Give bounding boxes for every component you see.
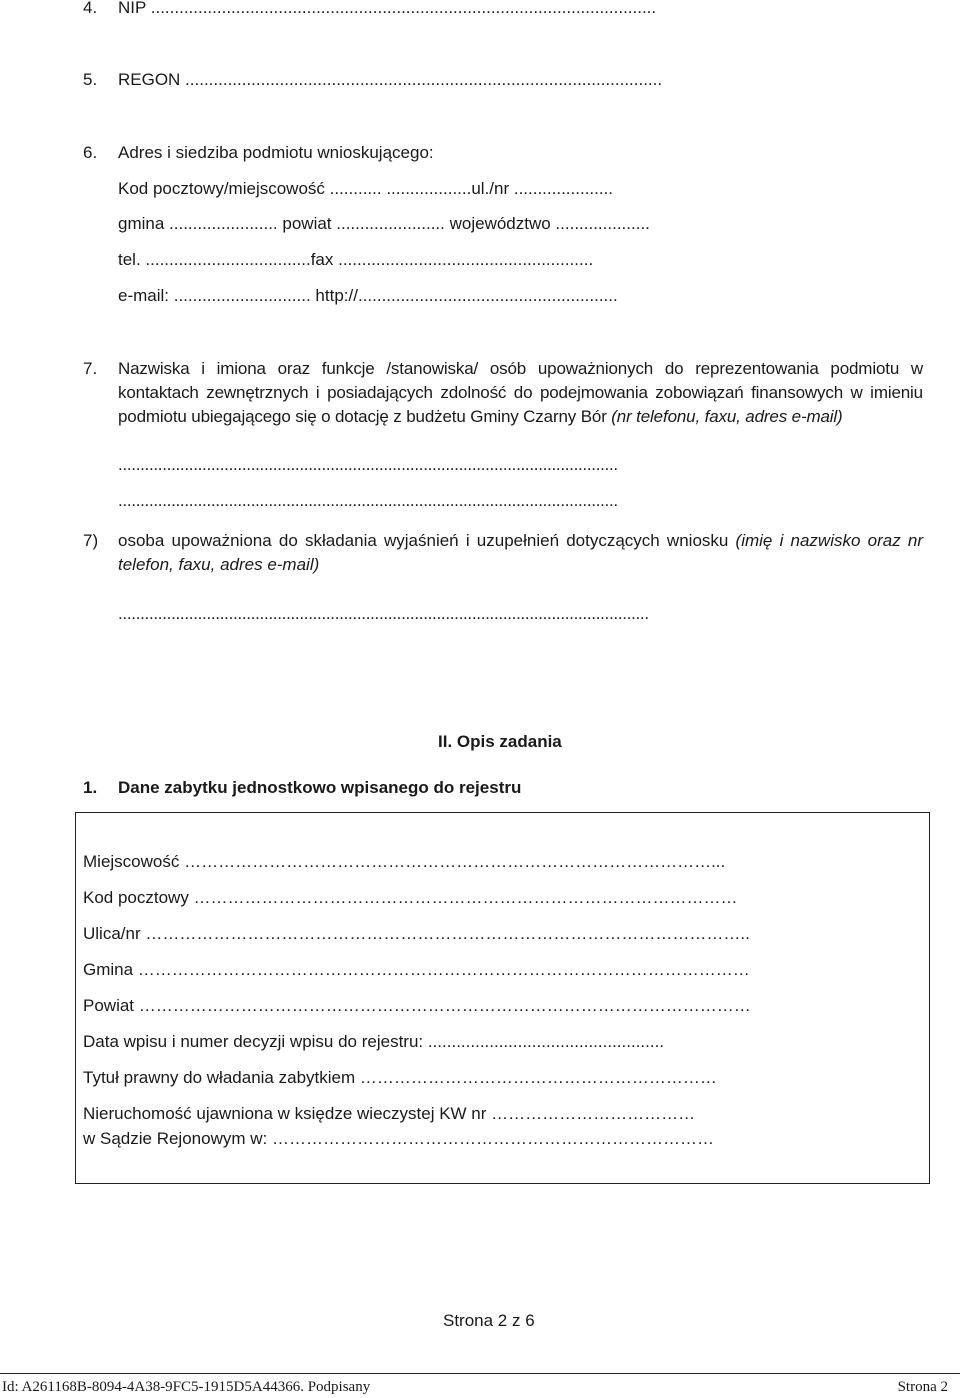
page-number: Strona 2 z 6 xyxy=(443,1311,535,1330)
representatives-paragraph xyxy=(118,357,923,429)
subsection-title: Dane zabytku jednostkowo wpisanego do rejestru xyxy=(118,778,522,797)
gmina-field: Gmina ……………………………………………………………………………………………… xyxy=(83,960,750,979)
land-register-field: Nieruchomość ujawniona w księdze wieczystej KW nr ……………………………… xyxy=(83,1104,696,1123)
registry-entry-field: Data wpisu i numer decyzji wpisu do rejestru: .................................................. xyxy=(83,1032,665,1051)
item-number: 1. xyxy=(83,778,98,797)
miejscowosc-field: Miejscowość …………………………………………………………………………………... xyxy=(83,852,726,871)
gmina-powiat-field: gmina ....................... powiat ....................... województwo .................... xyxy=(118,214,650,233)
section-title: II. Opis zadania xyxy=(438,732,562,751)
item-number: 5. xyxy=(83,70,98,89)
item-number: 7) xyxy=(83,531,99,550)
representatives-dots-1: ................................................................................................................. xyxy=(118,455,618,474)
court-field: w Sądzie Rejonowym w: …………………………………………………………………… xyxy=(83,1129,714,1148)
item-number: 7. xyxy=(83,359,98,378)
contact-person-paragraph xyxy=(118,529,923,577)
email-www-field: e-mail: ............................. http://....................................................... xyxy=(118,286,618,305)
contact-person-dots: ........................................................................................................................ xyxy=(118,604,649,623)
postal-city-field: Kod pocztowy/miejscowość ........... ..................ul./nr ..................... xyxy=(118,179,614,198)
document-id: Id: A261168B-8094-4A38-9FC5-1915D5A44366. Podpisany xyxy=(2,1379,371,1395)
item-number: 6. xyxy=(83,143,98,162)
powiat-field: Powiat ……………………………………………………………………………………………… xyxy=(83,996,751,1015)
representatives-dots-2: ................................................................................................................. xyxy=(118,491,618,510)
representatives-hint: (nr telefonu, faxu, adres e-mail) xyxy=(611,407,843,426)
address-heading: Adres i siedziba podmiotu wnioskującego: xyxy=(118,143,434,162)
representatives-text: Nazwiska i imiona oraz funkcje /stanowiska/ osób upoważnionych do reprezentowania podmiotu w kontaktach zewnętrznych i posiadających zdolność do podejmowania zobowiązań finansowych w imieniu podmiotu ubiegającego się o dotację z budżetu Gminy Czarny Bór xyxy=(118,359,923,426)
monument-data-box xyxy=(75,812,930,1184)
street-field: Ulica/nr …………………………………………………………………………………………….. xyxy=(83,924,750,943)
footer-page: Strona 2 xyxy=(897,1379,948,1395)
item-number: 4. xyxy=(83,0,98,17)
legal-title-field: Tytuł prawny do władania zabytkiem ……………………………………………………… xyxy=(83,1068,717,1087)
signature-footer xyxy=(0,1373,960,1397)
postal-code-field: Kod pocztowy …………………………………………………………………………………… xyxy=(83,888,738,907)
contact-person-text: osoba upoważniona do składania wyjaśnień i uzupełnień dotyczących wniosku xyxy=(118,531,736,550)
regon-field: REGON ..................................................................................................... xyxy=(118,70,663,89)
tel-fax-field: tel. ...................................fax ...................................................... xyxy=(118,250,594,269)
nip-field: NIP ........................................................................................................... xyxy=(118,0,657,17)
contact-person-hint: (imię i nazwisko oraz nr telefon, faxu, adres e-mail) xyxy=(118,531,924,574)
